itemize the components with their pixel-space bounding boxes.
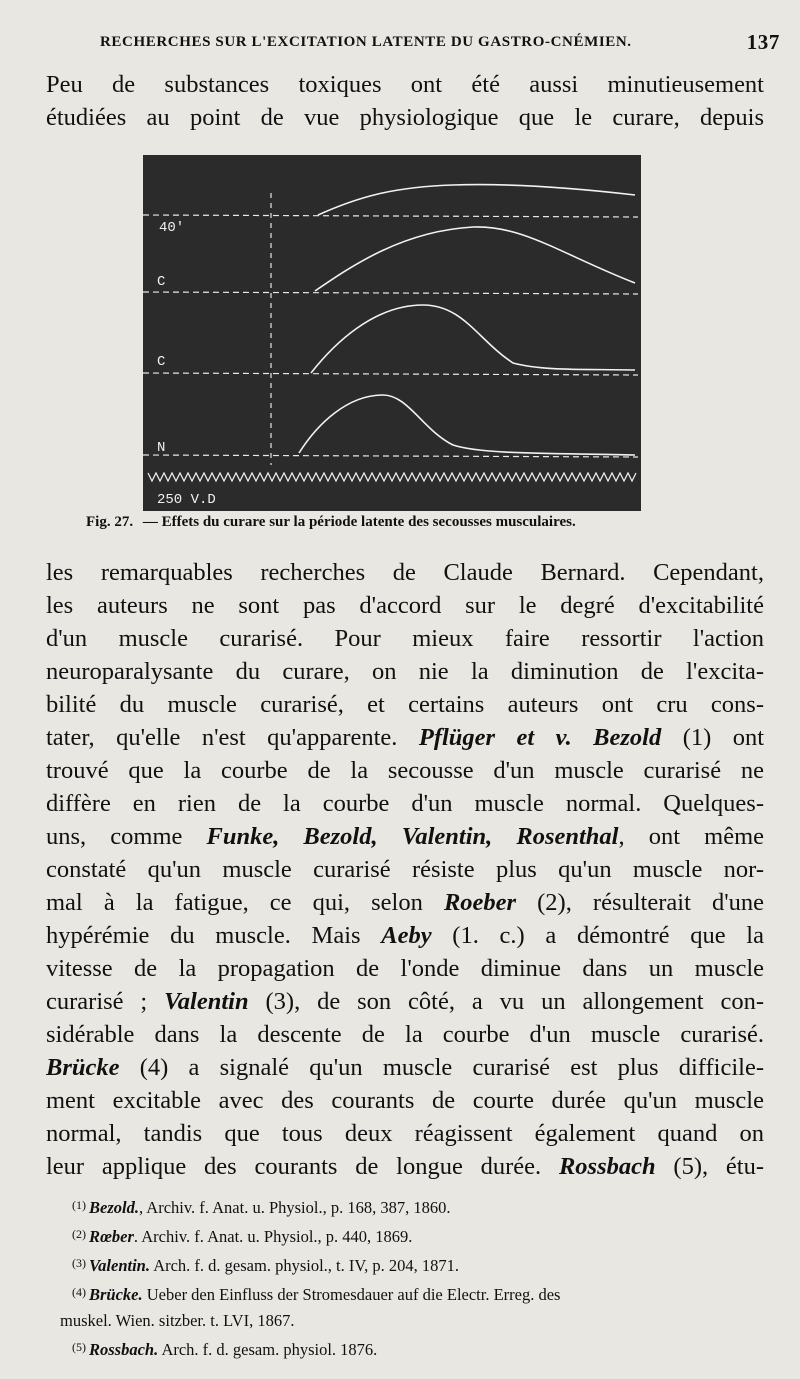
text-line: Peu de substances toxiques ont été aussi minutieusement [46, 71, 764, 98]
text-line [46, 919, 764, 952]
footnote-text: Ueber den Einfluss der Stromesdauer auf die Electr. Erreg. des [142, 1285, 561, 1304]
text-run: hypérémie du muscle. Mais [46, 922, 382, 949]
curve-40 [318, 185, 635, 215]
footnote-author: Rœber [89, 1227, 134, 1246]
text-run: (1) ont [661, 724, 764, 751]
text-run: sidérable dans la descente de la courbe d'un muscle curarisé. [46, 1021, 764, 1048]
footnote-text: Arch. f. d. gesam. physiol. 1876. [158, 1340, 378, 1359]
footnote [72, 1279, 772, 1308]
cited-author: Brücke [46, 1054, 120, 1081]
footnote-text: . Archiv. f. Anat. u. Physiol., p. 440, 1869. [133, 1227, 413, 1246]
footnotes [60, 1192, 772, 1363]
text-run: , ont même [618, 823, 764, 850]
text-run: diffère en rien de la courbe d'un muscle normal. Quelques- [46, 790, 764, 817]
footnote [72, 1334, 772, 1363]
footnote [72, 1192, 772, 1221]
running-header [100, 30, 780, 60]
footnote-number: (3) [72, 1256, 86, 1270]
text-run: ment excitable avec des courants de courte durée qu'un muscle [46, 1087, 764, 1114]
text-line [46, 1084, 764, 1117]
figure-caption-text: — Effets du curare sur la période latente des secousses musculaires. [142, 514, 576, 530]
text-run: tater, qu'elle n'est qu'apparente. [46, 724, 419, 751]
footnote [72, 1221, 772, 1250]
text-line [46, 655, 764, 688]
cited-author: Rossbach [558, 1153, 656, 1180]
running-title: RECHERCHES SUR L'EXCITATION LATENTE DU GASTRO-CNÉMIEN. [100, 34, 632, 50]
footnote-author: Bezold. [89, 1198, 139, 1217]
text-line [46, 886, 764, 919]
footnote-number: (1) [72, 1198, 86, 1212]
footnote-text: , Archiv. f. Anat. u. Physiol., p. 168, 387, 1860. [138, 1198, 451, 1217]
curve-c2 [311, 305, 635, 373]
text-line [46, 952, 764, 985]
text-line [46, 688, 764, 721]
body-paragraph [46, 556, 764, 1186]
trace-label-c2: C [157, 354, 166, 370]
cited-author: Funke, Bezold, Valentin, Rosenthal [206, 823, 619, 850]
text-run: (4) a signalé qu'un muscle curarisé est plus difficile- [119, 1054, 764, 1081]
baseline-c2 [143, 373, 638, 375]
text-line [46, 787, 764, 820]
footnote-text: muskel. Wien. sitzber. t. LVI, 1867. [60, 1311, 295, 1330]
text-line [46, 622, 764, 655]
text-line [46, 1117, 764, 1150]
footnote-author: Rossbach. [89, 1340, 159, 1359]
baseline-40 [143, 215, 638, 217]
text-run: uns, comme [46, 823, 207, 850]
text-line [46, 820, 764, 853]
timer-label: 250 V.D [157, 492, 216, 508]
footnote-text: Arch. f. d. gesam. physiol., t. IV, p. 204, 1871. [149, 1256, 460, 1275]
footnote-number: (4) [72, 1285, 86, 1299]
curve-c1 [315, 227, 635, 291]
text-run: mal à la fatigue, ce qui, selon [46, 889, 444, 916]
footnote-number: (5) [72, 1340, 86, 1354]
footnote [60, 1308, 772, 1334]
figure-caption [86, 514, 726, 531]
trace-label-n: N [157, 440, 166, 456]
text-line [46, 589, 764, 622]
text-line [46, 556, 764, 589]
text-line [46, 754, 764, 787]
myograph-tracing [143, 155, 641, 511]
text-run: trouvé que la courbe de la secousse d'un muscle curarisé ne [46, 757, 764, 784]
text-run: constaté qu'un muscle curarisé résiste plus qu'un muscle nor- [46, 856, 764, 883]
footnote [72, 1250, 772, 1279]
text-run: d'un muscle curarisé. Pour mieux faire ressortir l'action [46, 625, 764, 652]
text-line [46, 1051, 764, 1084]
baseline-c1 [143, 292, 638, 294]
text-run: neuroparalysante du curare, on nie la diminution de l'excita- [46, 658, 764, 685]
footnote-author: Brücke. [89, 1285, 143, 1304]
timer-trace [148, 473, 636, 481]
text-run: (2), résulterait d'une [516, 889, 764, 916]
cited-author: Valentin [164, 988, 249, 1015]
text-line [46, 1150, 764, 1183]
text-line [46, 1018, 764, 1051]
trace-label-40: 40' [159, 220, 185, 236]
text-line: étudiées au point de vue physiologique que le curare, depuis [46, 104, 764, 131]
text-line [46, 853, 764, 886]
text-run: normal, tandis que tous deux réagissent également quand on [46, 1120, 764, 1147]
cited-author: Roeber [443, 889, 517, 916]
footnote-number: (2) [72, 1227, 86, 1241]
text-run: les auteurs ne sont pas d'accord sur le degré d'excitabilité [46, 592, 764, 619]
cited-author: Pflüger et v. Bezold [418, 724, 662, 751]
text-run: curarisé ; [46, 988, 165, 1015]
text-run: leur applique des courants de longue durée. [46, 1153, 559, 1180]
text-run: (3), de son côté, a vu un allongement con- [248, 988, 764, 1015]
cited-author: Aeby [381, 922, 432, 949]
figure-number: Fig. 27. [86, 514, 134, 530]
text-run: (5), étu- [655, 1153, 764, 1180]
footnote-author: Valentin. [89, 1256, 150, 1275]
trace-label-c1: C [157, 274, 166, 290]
page-number: 137 [746, 30, 780, 54]
text-run: vitesse de la propagation de l'onde diminue dans un muscle [46, 955, 764, 982]
figure-27-plate [143, 155, 641, 511]
text-run: bilité du muscle curarisé, et certains auteurs ont cru cons- [46, 691, 764, 718]
text-run: les remarquables recherches de Claude Bernard. Cependant, [46, 559, 764, 586]
text-line [46, 985, 764, 1018]
intro-paragraph [46, 68, 764, 134]
text-line [46, 721, 764, 754]
curve-n [299, 395, 635, 455]
baseline-n [143, 455, 638, 457]
text-run: (1. c.) a démontré que la [431, 922, 764, 949]
